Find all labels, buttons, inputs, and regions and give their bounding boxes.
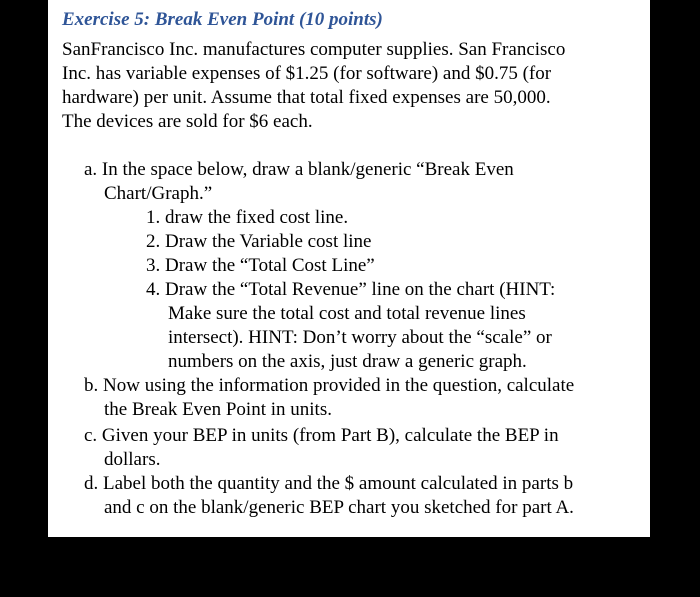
part-c-line: c. Given your BEP in units (from Part B), calculate the BEP in xyxy=(84,425,559,446)
intro-line: Inc. has variable expenses of $1.25 (for software) and $0.75 (for xyxy=(62,63,552,84)
step-item-continuation: numbers on the axis, just draw a generic graph. xyxy=(168,351,527,372)
intro-line: The devices are sold for $6 each. xyxy=(62,111,313,132)
step-item-continuation: Make sure the total cost and total revenue lines xyxy=(168,303,526,324)
step-item-continuation: intersect). HINT: Don’t worry about the “scale” or xyxy=(168,327,552,348)
step-item: 3. Draw the “Total Cost Line” xyxy=(146,255,375,276)
exercise-title: Exercise 5: Break Even Point (10 points) xyxy=(62,9,383,30)
part-c-line: dollars. xyxy=(104,449,161,470)
step-item: 2. Draw the Variable cost line xyxy=(146,231,372,252)
part-b-line: b. Now using the information provided in the question, calculate xyxy=(84,375,575,396)
part-d-line: d. Label both the quantity and the $ amount calculated in parts b xyxy=(84,473,574,494)
intro-line: SanFrancisco Inc. manufactures computer supplies. San Francisco xyxy=(62,39,566,60)
step-item: 1. draw the fixed cost line. xyxy=(146,207,349,228)
part-a-line: a. In the space below, draw a blank/generic “Break Even xyxy=(84,159,514,180)
part-d-line: and c on the blank/generic BEP chart you sketched for part A. xyxy=(104,497,574,518)
step-item: 4. Draw the “Total Revenue” line on the chart (HINT: xyxy=(146,279,556,300)
intro-line: hardware) per unit. Assume that total fixed expenses are 50,000. xyxy=(62,87,551,108)
part-b-line: the Break Even Point in units. xyxy=(104,399,332,420)
document-page xyxy=(48,0,650,537)
part-a-line: Chart/Graph.” xyxy=(104,183,213,204)
